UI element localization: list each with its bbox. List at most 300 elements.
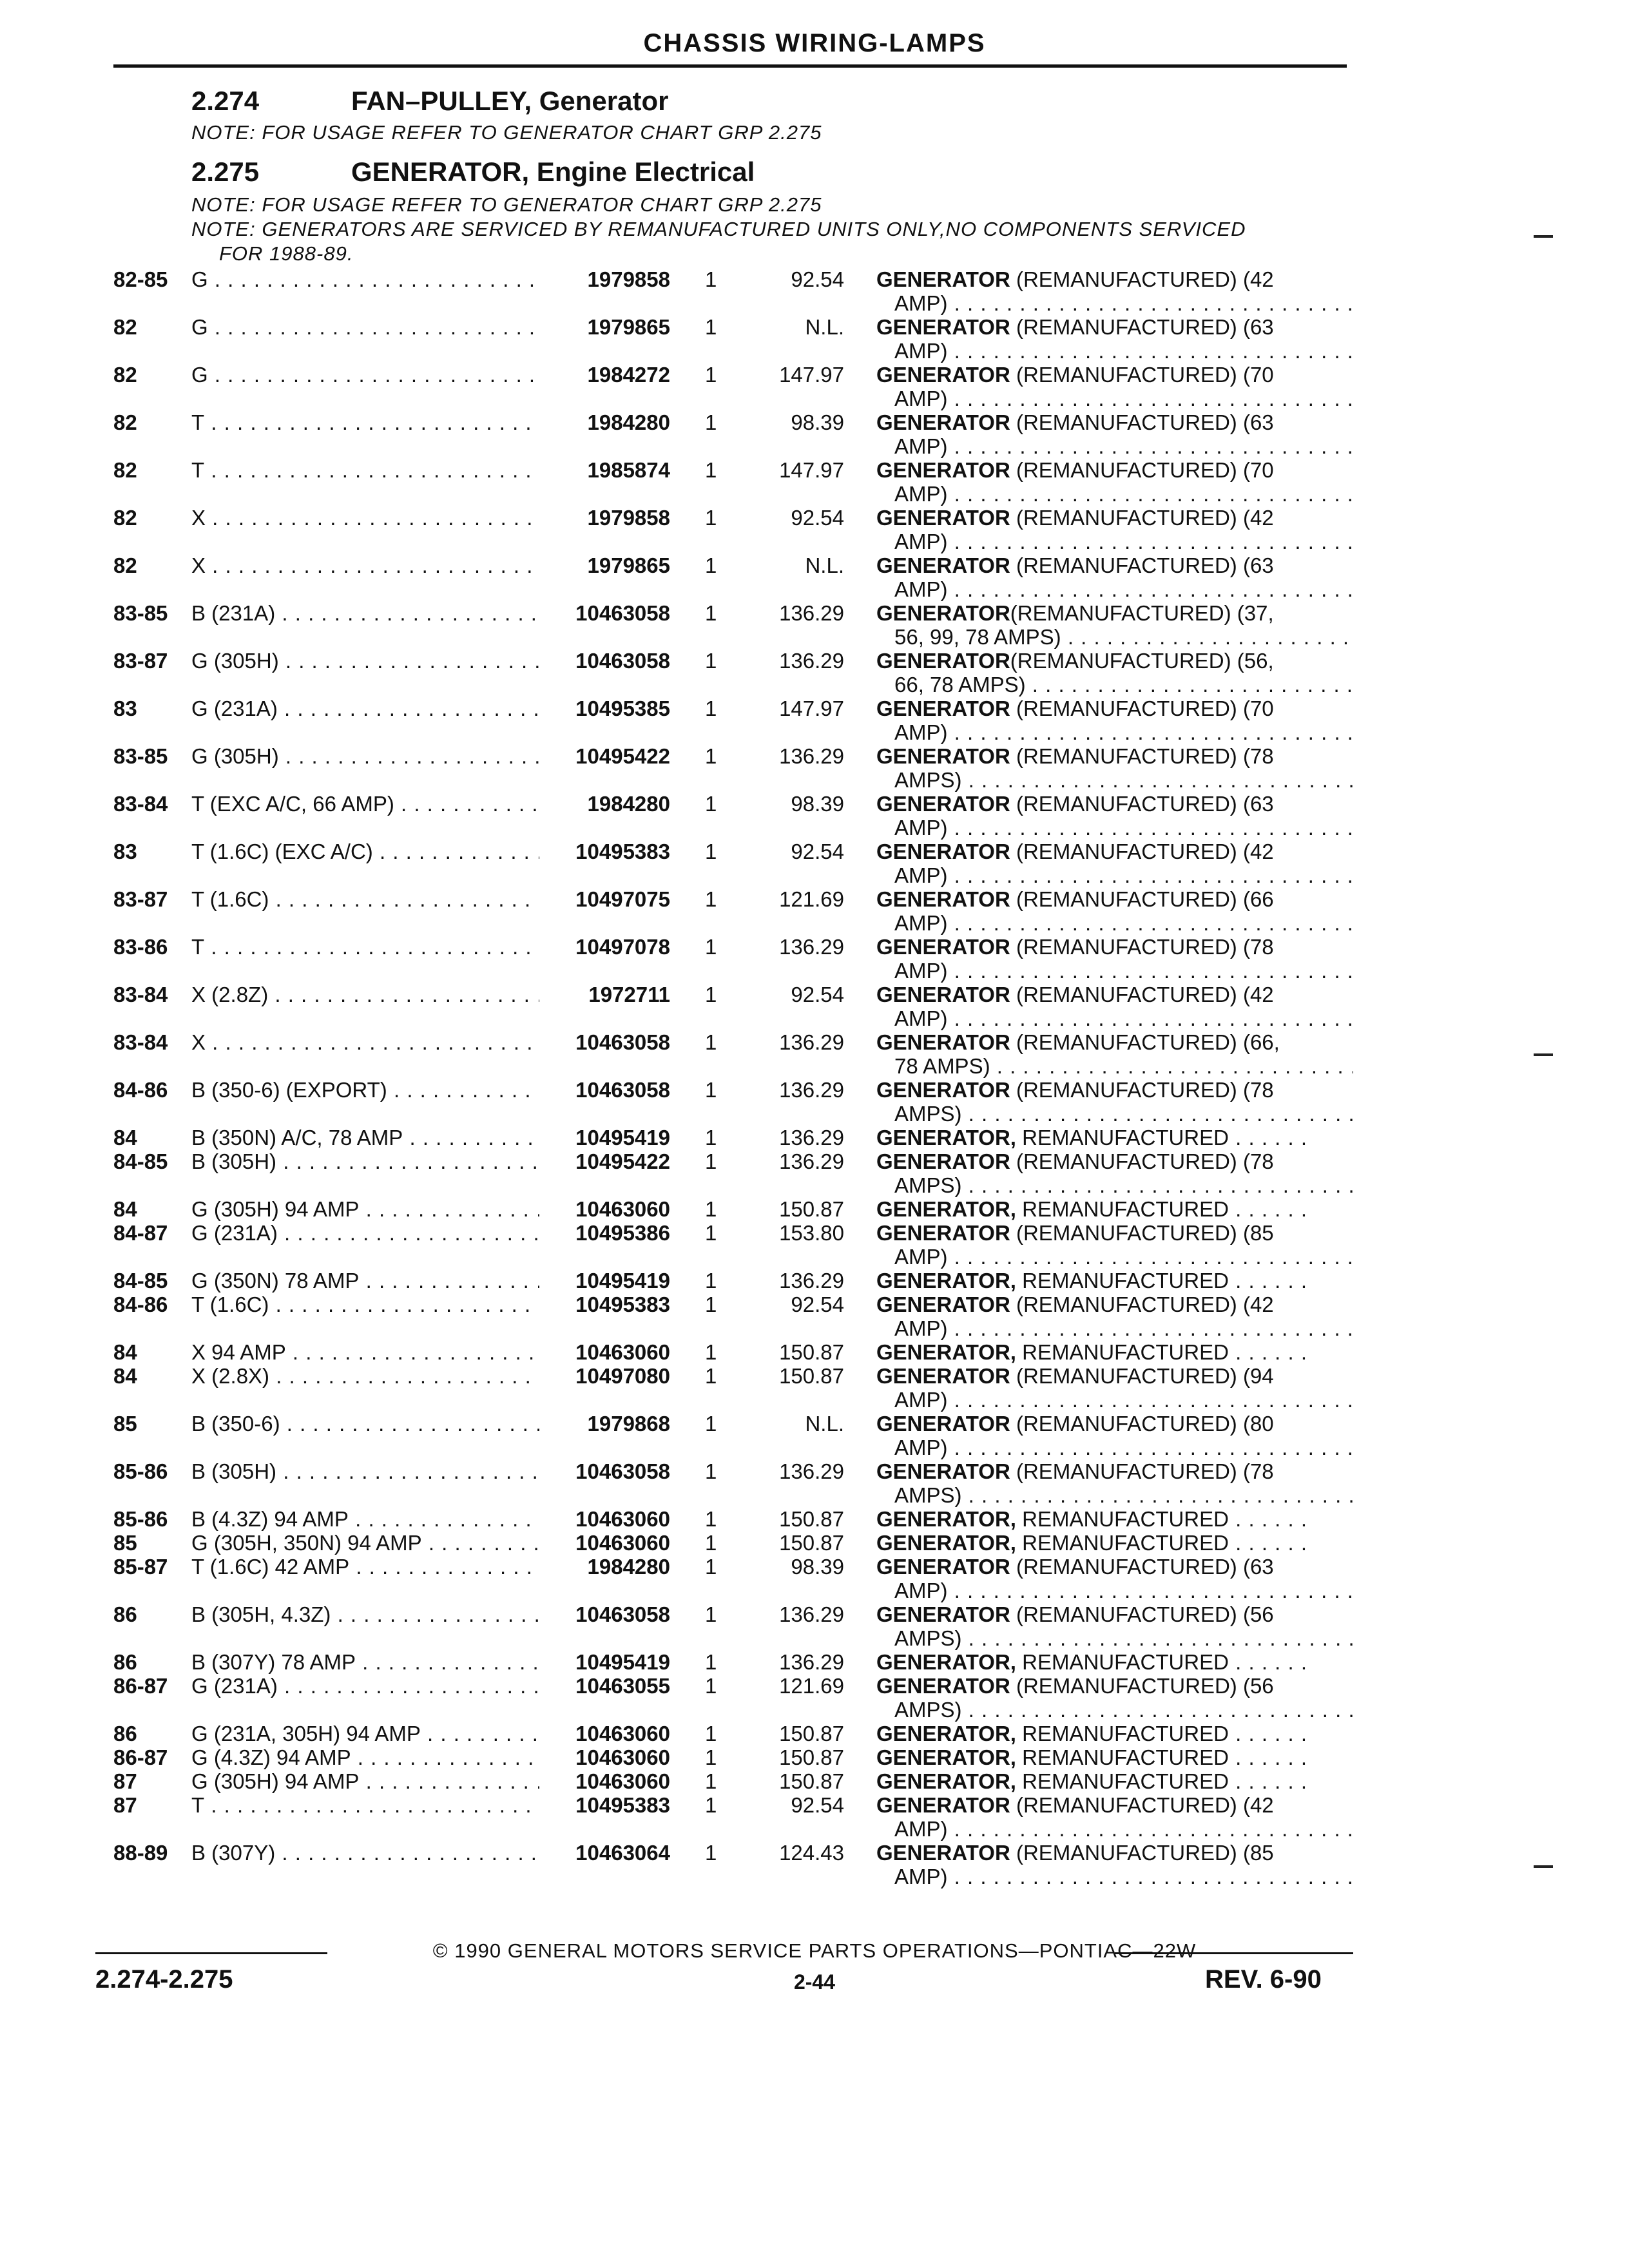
description-keyword: GENERATOR bbox=[876, 267, 1010, 291]
description-keyword: GENERATOR bbox=[876, 1841, 1010, 1865]
part-number-cell: 10495419 bbox=[575, 1269, 670, 1293]
price-cell: 92.54 bbox=[791, 840, 844, 863]
year-cell: 85-86 bbox=[113, 1507, 168, 1531]
description-text: (REMANUFACTURED) (56 bbox=[1010, 1674, 1274, 1698]
footer-copyright: © 1990 GENERAL MOTORS SERVICE PARTS OPERATIONS—PONTIAC—22W bbox=[432, 1939, 1197, 1962]
price-cell: 136.29 bbox=[779, 649, 844, 673]
description-continued: AMP) . . . bbox=[894, 863, 1353, 888]
model-cell: X 94 AMP . . . bbox=[191, 1340, 539, 1365]
year-cell: 87 bbox=[113, 1793, 137, 1817]
description-continued: AMP) . . . bbox=[894, 1436, 1353, 1460]
margin-tick bbox=[1534, 1053, 1553, 1056]
description-keyword: GENERATOR bbox=[876, 983, 1010, 1006]
year-cell: 82 bbox=[113, 315, 137, 339]
description-continued: AMPS) . . . bbox=[894, 1173, 1353, 1198]
description-continued: AMP) . . . bbox=[894, 577, 1353, 602]
quantity-cell: 1 bbox=[705, 1507, 717, 1531]
description-text: (REMANUFACTURED) (63 bbox=[1010, 792, 1274, 816]
description-continued: AMP) . . . bbox=[894, 816, 1353, 840]
price-cell: 136.29 bbox=[779, 1269, 844, 1293]
model-cell: B (305H) . . . bbox=[191, 1149, 539, 1174]
table-row bbox=[0, 1650, 1629, 1674]
part-number-cell: 10495383 bbox=[575, 1793, 670, 1817]
part-number-cell: 1979858 bbox=[587, 267, 670, 291]
year-cell: 84-86 bbox=[113, 1293, 168, 1316]
section-note: NOTE: FOR USAGE REFER TO GENERATOR CHART GRP 2.275 bbox=[191, 193, 822, 216]
model-cell: B (4.3Z) 94 AMP . . . bbox=[191, 1507, 539, 1532]
price-cell: 150.87 bbox=[779, 1364, 844, 1388]
table-row bbox=[0, 601, 1629, 649]
model-cell: B (307Y) . . . bbox=[191, 1841, 539, 1865]
table-row bbox=[0, 1126, 1629, 1149]
part-number-cell: 10495383 bbox=[575, 1293, 670, 1316]
description-text: (REMANUFACTURED) (80 bbox=[1010, 1412, 1274, 1436]
model-cell: T (1.6C) . . . bbox=[191, 1293, 539, 1317]
part-number-cell: 1984272 bbox=[587, 363, 670, 387]
description-text: REMANUFACTURED bbox=[1016, 1769, 1229, 1793]
description-cell bbox=[876, 1674, 1353, 1698]
part-number-cell: 10495422 bbox=[575, 1149, 670, 1173]
description-text: (REMANUFACTURED) (56 bbox=[1010, 1602, 1274, 1626]
description-keyword: GENERATOR bbox=[876, 697, 1010, 720]
table-row bbox=[0, 267, 1629, 315]
quantity-cell: 1 bbox=[705, 506, 717, 530]
quantity-cell: 1 bbox=[705, 697, 717, 720]
part-number-cell: 1984280 bbox=[587, 410, 670, 434]
leader-dots: . . . . . . bbox=[1229, 1745, 1308, 1769]
description-text: REMANUFACTURED bbox=[1016, 1507, 1229, 1531]
price-cell: 136.29 bbox=[779, 935, 844, 959]
price-cell: 136.29 bbox=[779, 1650, 844, 1674]
section-note: NOTE: FOR USAGE REFER TO GENERATOR CHART GRP 2.275 bbox=[191, 121, 822, 144]
description-cell bbox=[876, 1745, 1353, 1770]
part-number-cell: 1979865 bbox=[587, 315, 670, 339]
price-cell: 150.87 bbox=[779, 1531, 844, 1555]
quantity-cell: 1 bbox=[705, 1269, 717, 1293]
year-cell: 84-87 bbox=[113, 1221, 168, 1245]
model-cell: G (231A) . . . bbox=[191, 1221, 539, 1245]
part-number-cell: 10463060 bbox=[575, 1745, 670, 1769]
footer-revision: REV. 6-90 bbox=[1205, 1965, 1322, 1994]
year-cell: 83-84 bbox=[113, 1030, 168, 1054]
year-cell: 84 bbox=[113, 1340, 137, 1364]
description-keyword: GENERATOR bbox=[876, 1674, 1010, 1698]
quantity-cell: 1 bbox=[705, 887, 717, 911]
description-cell bbox=[876, 1197, 1353, 1222]
description-keyword: GENERATOR bbox=[876, 887, 1010, 911]
description-cell bbox=[876, 506, 1353, 530]
description-text: (REMANUFACTURED) (42 bbox=[1010, 840, 1274, 863]
price-cell: 136.29 bbox=[779, 1602, 844, 1626]
price-cell: 150.87 bbox=[779, 1197, 844, 1221]
description-keyword: GENERATOR bbox=[876, 506, 1010, 530]
description-keyword: GENERATOR bbox=[876, 1030, 1010, 1054]
table-row bbox=[0, 840, 1629, 887]
part-number-cell: 10495419 bbox=[575, 1650, 670, 1674]
quantity-cell: 1 bbox=[705, 1722, 717, 1745]
description-continued: AMP) . . . bbox=[894, 291, 1353, 316]
leader-dots: . . . . . . bbox=[1229, 1769, 1308, 1793]
table-row bbox=[0, 1722, 1629, 1745]
part-number-cell: 10463060 bbox=[575, 1722, 670, 1745]
description-keyword: GENERATOR, bbox=[876, 1197, 1016, 1221]
description-cell bbox=[876, 840, 1353, 864]
quantity-cell: 1 bbox=[705, 1531, 717, 1555]
description-keyword: GENERATOR, bbox=[876, 1531, 1016, 1555]
description-continued: AMPS) . . . bbox=[894, 1626, 1353, 1651]
part-number-cell: 10463058 bbox=[575, 1602, 670, 1626]
year-cell: 83-85 bbox=[113, 744, 168, 768]
model-cell: B (350-6) . . . bbox=[191, 1412, 539, 1436]
description-cell bbox=[876, 1841, 1353, 1865]
description-cell bbox=[876, 1555, 1353, 1579]
quantity-cell: 1 bbox=[705, 1149, 717, 1173]
description-cell bbox=[876, 410, 1353, 435]
description-keyword: GENERATOR, bbox=[876, 1745, 1016, 1769]
part-number-cell: 10463058 bbox=[575, 1030, 670, 1054]
description-cell bbox=[876, 1722, 1353, 1746]
quantity-cell: 1 bbox=[705, 315, 717, 339]
description-continued: AMP) . . . bbox=[894, 1579, 1353, 1603]
table-row bbox=[0, 1793, 1629, 1841]
year-cell: 85 bbox=[113, 1412, 137, 1436]
price-cell: 136.29 bbox=[779, 1078, 844, 1102]
year-cell: 82 bbox=[113, 506, 137, 530]
year-cell: 82 bbox=[113, 410, 137, 434]
description-keyword: GENERATOR bbox=[876, 553, 1010, 577]
part-number-cell: 10495385 bbox=[575, 697, 670, 720]
price-cell: 92.54 bbox=[791, 506, 844, 530]
description-cell bbox=[876, 1126, 1353, 1150]
model-cell: G (305H) 94 AMP . . . bbox=[191, 1769, 539, 1794]
price-cell: 121.69 bbox=[779, 887, 844, 911]
table-row bbox=[0, 1364, 1629, 1412]
description-keyword: GENERATOR, bbox=[876, 1340, 1016, 1364]
year-cell: 83-84 bbox=[113, 792, 168, 816]
model-cell: B (305H, 4.3Z) . . . bbox=[191, 1602, 539, 1627]
description-cell bbox=[876, 1602, 1353, 1627]
description-text: (REMANUFACTURED) (78 bbox=[1010, 935, 1274, 959]
description-text: REMANUFACTURED bbox=[1016, 1126, 1229, 1149]
description-text: (REMANUFACTURED) (42 bbox=[1010, 983, 1274, 1006]
part-number-cell: 1979858 bbox=[587, 506, 670, 530]
table-row bbox=[0, 1149, 1629, 1197]
description-continued: AMP) . . . bbox=[894, 1388, 1353, 1412]
part-number-cell: 10495422 bbox=[575, 744, 670, 768]
quantity-cell: 1 bbox=[705, 601, 717, 625]
model-cell: X . . . bbox=[191, 1030, 539, 1055]
section-title: GENERATOR, Engine Electrical bbox=[351, 157, 755, 187]
description-cell bbox=[876, 744, 1353, 769]
description-cell bbox=[876, 1531, 1353, 1555]
description-cell bbox=[876, 458, 1353, 483]
year-cell: 83 bbox=[113, 840, 137, 863]
description-cell bbox=[876, 1221, 1353, 1245]
year-cell: 84-85 bbox=[113, 1269, 168, 1293]
quantity-cell: 1 bbox=[705, 1793, 717, 1817]
description-text: REMANUFACTURED bbox=[1016, 1722, 1229, 1745]
part-number-cell: 10495383 bbox=[575, 840, 670, 863]
price-cell: 121.69 bbox=[779, 1674, 844, 1698]
table-row bbox=[0, 1674, 1629, 1722]
margin-tick bbox=[1534, 235, 1553, 238]
description-cell bbox=[876, 1650, 1353, 1675]
model-cell: G . . . bbox=[191, 267, 539, 292]
quantity-cell: 1 bbox=[705, 1841, 717, 1865]
price-cell: N.L. bbox=[805, 315, 844, 339]
description-cell bbox=[876, 935, 1353, 959]
quantity-cell: 1 bbox=[705, 840, 717, 863]
description-keyword: GENERATOR, bbox=[876, 1269, 1016, 1293]
price-cell: 150.87 bbox=[779, 1340, 844, 1364]
price-cell: 150.87 bbox=[779, 1769, 844, 1793]
part-number-cell: 10463058 bbox=[575, 649, 670, 673]
description-cell bbox=[876, 1507, 1353, 1532]
part-number-cell: 1979868 bbox=[587, 1412, 670, 1436]
description-cell bbox=[876, 1769, 1353, 1794]
description-continued: AMPS) . . . bbox=[894, 1483, 1353, 1508]
section-title: FAN–PULLEY, Generator bbox=[351, 86, 669, 116]
description-continued: AMP) . . . bbox=[894, 1006, 1353, 1031]
quantity-cell: 1 bbox=[705, 1364, 717, 1388]
description-continued: AMP) . . . bbox=[894, 1316, 1353, 1341]
description-keyword: GENERATOR bbox=[876, 935, 1010, 959]
description-keyword: GENERATOR, bbox=[876, 1650, 1016, 1674]
description-continued: AMP) . . . bbox=[894, 911, 1353, 936]
table-row bbox=[0, 506, 1629, 553]
description-continued: 66, 78 AMPS) . . . bbox=[894, 673, 1353, 697]
price-cell: 147.97 bbox=[779, 458, 844, 482]
model-cell: G (4.3Z) 94 AMP . . . bbox=[191, 1745, 539, 1770]
part-number-cell: 10497080 bbox=[575, 1364, 670, 1388]
model-cell: T (1.6C) 42 AMP . . . bbox=[191, 1555, 539, 1579]
table-row bbox=[0, 1412, 1629, 1459]
table-row bbox=[0, 649, 1629, 697]
leader-dots: . . . . . . bbox=[1229, 1650, 1308, 1674]
quantity-cell: 1 bbox=[705, 1412, 717, 1436]
description-keyword: GENERATOR bbox=[876, 1293, 1010, 1316]
quantity-cell: 1 bbox=[705, 267, 717, 291]
year-cell: 83-86 bbox=[113, 935, 168, 959]
table-row bbox=[0, 983, 1629, 1030]
quantity-cell: 1 bbox=[705, 1030, 717, 1054]
description-continued: AMP) . . . bbox=[894, 720, 1353, 745]
description-text: REMANUFACTURED bbox=[1016, 1531, 1229, 1555]
price-cell: 150.87 bbox=[779, 1745, 844, 1769]
model-cell: G (305H) . . . bbox=[191, 649, 539, 673]
quantity-cell: 1 bbox=[705, 1221, 717, 1245]
quantity-cell: 1 bbox=[705, 553, 717, 577]
model-cell: X . . . bbox=[191, 553, 539, 578]
table-row bbox=[0, 1531, 1629, 1555]
description-keyword: GENERATOR bbox=[876, 1459, 1010, 1483]
part-number-cell: 1972711 bbox=[588, 983, 670, 1006]
table-row bbox=[0, 935, 1629, 983]
description-text: REMANUFACTURED bbox=[1016, 1745, 1229, 1769]
description-cell bbox=[876, 1149, 1353, 1174]
description-cell bbox=[876, 887, 1353, 912]
model-cell: B (350N) A/C, 78 AMP . . . bbox=[191, 1126, 539, 1150]
part-number-cell: 10463060 bbox=[575, 1769, 670, 1793]
margin-tick bbox=[1534, 1865, 1553, 1868]
description-continued: AMPS) . . . bbox=[894, 1102, 1353, 1126]
table-row bbox=[0, 1030, 1629, 1078]
footer-page-number: 2-44 bbox=[793, 1970, 836, 1994]
price-cell: 92.54 bbox=[791, 1293, 844, 1316]
description-keyword: GENERATOR bbox=[876, 840, 1010, 863]
quantity-cell: 1 bbox=[705, 1293, 717, 1316]
year-cell: 84-85 bbox=[113, 1149, 168, 1173]
table-row bbox=[0, 744, 1629, 792]
table-row bbox=[0, 1078, 1629, 1126]
table-row bbox=[0, 553, 1629, 601]
year-cell: 85-87 bbox=[113, 1555, 168, 1579]
model-cell: T (1.6C) (EXC A/C) . . . bbox=[191, 840, 539, 864]
description-text: REMANUFACTURED bbox=[1016, 1650, 1229, 1674]
part-number-cell: 1984280 bbox=[587, 1555, 670, 1579]
quantity-cell: 1 bbox=[705, 1126, 717, 1149]
year-cell: 87 bbox=[113, 1769, 137, 1793]
description-continued: AMPS) . . . bbox=[894, 768, 1353, 793]
description-keyword: GENERATOR bbox=[876, 363, 1010, 387]
table-row bbox=[0, 1507, 1629, 1531]
part-number-cell: 10463055 bbox=[575, 1674, 670, 1698]
header-rule bbox=[113, 64, 1347, 68]
table-row bbox=[0, 315, 1629, 363]
part-number-cell: 1985874 bbox=[587, 458, 670, 482]
description-continued: AMP) . . . bbox=[894, 959, 1353, 983]
description-text: (REMANUFACTURED) (63 bbox=[1010, 410, 1274, 434]
description-cell bbox=[876, 1269, 1353, 1293]
description-cell bbox=[876, 1364, 1353, 1389]
quantity-cell: 1 bbox=[705, 1555, 717, 1579]
year-cell: 84 bbox=[113, 1364, 137, 1388]
quantity-cell: 1 bbox=[705, 744, 717, 768]
model-cell: G (231A) . . . bbox=[191, 1674, 539, 1698]
section-number: 2.275 bbox=[191, 157, 260, 187]
year-cell: 86-87 bbox=[113, 1745, 168, 1769]
description-keyword: GENERATOR bbox=[876, 744, 1010, 768]
price-cell: 147.97 bbox=[779, 697, 844, 720]
part-number-cell: 10463058 bbox=[575, 1078, 670, 1102]
description-keyword: GENERATOR bbox=[876, 1793, 1010, 1817]
table-row bbox=[0, 887, 1629, 935]
quantity-cell: 1 bbox=[705, 1745, 717, 1769]
part-number-cell: 1984280 bbox=[587, 792, 670, 816]
description-cell bbox=[876, 1459, 1353, 1484]
price-cell: 136.29 bbox=[779, 601, 844, 625]
table-row bbox=[0, 697, 1629, 744]
description-text: (REMANUFACTURED) (85 bbox=[1010, 1221, 1274, 1245]
model-cell: G (305H, 350N) 94 AMP . . . bbox=[191, 1531, 539, 1555]
description-text: (REMANUFACTURED) (42 bbox=[1010, 506, 1274, 530]
description-text: (REMANUFACTURED) (66, bbox=[1010, 1030, 1280, 1054]
description-keyword: GENERATOR bbox=[876, 458, 1010, 482]
part-number-cell: 10495386 bbox=[575, 1221, 670, 1245]
model-cell: T (1.6C) . . . bbox=[191, 887, 539, 912]
description-keyword: GENERATOR bbox=[876, 1412, 1010, 1436]
price-cell: 147.97 bbox=[779, 363, 844, 387]
section-note: NOTE: GENERATORS ARE SERVICED BY REMANUFACTURED UNITS ONLY,NO COMPONENTS SERVICED bbox=[191, 218, 1246, 240]
description-continued: AMPS) . . . bbox=[894, 1698, 1353, 1722]
description-continued: 56, 99, 78 AMPS) . . . bbox=[894, 625, 1353, 649]
leader-dots: . . . . . . bbox=[1229, 1197, 1308, 1221]
year-cell: 86 bbox=[113, 1722, 137, 1745]
model-cell: B (231A) . . . bbox=[191, 601, 539, 626]
year-cell: 84-86 bbox=[113, 1078, 168, 1102]
price-cell: 136.29 bbox=[779, 744, 844, 768]
description-cell bbox=[876, 553, 1353, 578]
quantity-cell: 1 bbox=[705, 1769, 717, 1793]
model-cell: G (350N) 78 AMP . . . bbox=[191, 1269, 539, 1293]
description-cell bbox=[876, 1340, 1353, 1365]
leader-dots: . . . . . . bbox=[1229, 1269, 1308, 1293]
year-cell: 83-87 bbox=[113, 887, 168, 911]
description-text: (REMANUFACTURED) (78 bbox=[1010, 1459, 1274, 1483]
part-number-cell: 10497078 bbox=[575, 935, 670, 959]
model-cell: T . . . bbox=[191, 1793, 539, 1818]
year-cell: 83-85 bbox=[113, 601, 168, 625]
year-cell: 82 bbox=[113, 363, 137, 387]
description-cell bbox=[876, 1030, 1353, 1055]
description-continued: AMP) . . . bbox=[894, 1865, 1353, 1889]
model-cell: T . . . bbox=[191, 935, 539, 959]
description-text: REMANUFACTURED bbox=[1016, 1197, 1229, 1221]
price-cell: 136.29 bbox=[779, 1030, 844, 1054]
year-cell: 85 bbox=[113, 1531, 137, 1555]
price-cell: 98.39 bbox=[791, 792, 844, 816]
part-number-cell: 1979865 bbox=[587, 553, 670, 577]
part-number-cell: 10463058 bbox=[575, 1459, 670, 1483]
table-row bbox=[0, 1197, 1629, 1221]
description-keyword: GENERATOR bbox=[876, 649, 1010, 673]
description-keyword: GENERATOR bbox=[876, 601, 1010, 625]
description-continued: AMP) . . . bbox=[894, 339, 1353, 363]
leader-dots: . . . . . . bbox=[1229, 1126, 1308, 1149]
description-text: (REMANUFACTURED) (94 bbox=[1010, 1364, 1274, 1388]
part-number-cell: 10497075 bbox=[575, 887, 670, 911]
part-number-cell: 10463064 bbox=[575, 1841, 670, 1865]
description-cell bbox=[876, 697, 1353, 721]
description-text: (REMANUFACTURED) (66 bbox=[1010, 887, 1274, 911]
section-note: FOR 1988-89. bbox=[219, 242, 354, 265]
price-cell: 98.39 bbox=[791, 1555, 844, 1579]
part-number-cell: 10463060 bbox=[575, 1340, 670, 1364]
quantity-cell: 1 bbox=[705, 458, 717, 482]
page-header: CHASSIS WIRING-LAMPS bbox=[643, 29, 986, 57]
price-cell: 92.54 bbox=[791, 1793, 844, 1817]
year-cell: 84 bbox=[113, 1126, 137, 1149]
description-text: (REMANUFACTURED) (63 bbox=[1010, 315, 1274, 339]
year-cell: 86 bbox=[113, 1650, 137, 1674]
table-row bbox=[0, 1269, 1629, 1293]
quantity-cell: 1 bbox=[705, 1674, 717, 1698]
description-continued: AMP) . . . bbox=[894, 1245, 1353, 1269]
model-cell: G (305H) . . . bbox=[191, 744, 539, 769]
year-cell: 86 bbox=[113, 1602, 137, 1626]
description-cell bbox=[876, 649, 1353, 673]
description-keyword: GENERATOR bbox=[876, 1602, 1010, 1626]
description-continued: AMP) . . . bbox=[894, 530, 1353, 554]
description-cell bbox=[876, 1793, 1353, 1818]
model-cell: T . . . bbox=[191, 410, 539, 435]
description-keyword: GENERATOR bbox=[876, 1221, 1010, 1245]
price-cell: 136.29 bbox=[779, 1459, 844, 1483]
description-keyword: GENERATOR bbox=[876, 792, 1010, 816]
description-cell bbox=[876, 315, 1353, 340]
description-text: (REMANUFACTURED) (42 bbox=[1010, 1793, 1274, 1817]
quantity-cell: 1 bbox=[705, 935, 717, 959]
